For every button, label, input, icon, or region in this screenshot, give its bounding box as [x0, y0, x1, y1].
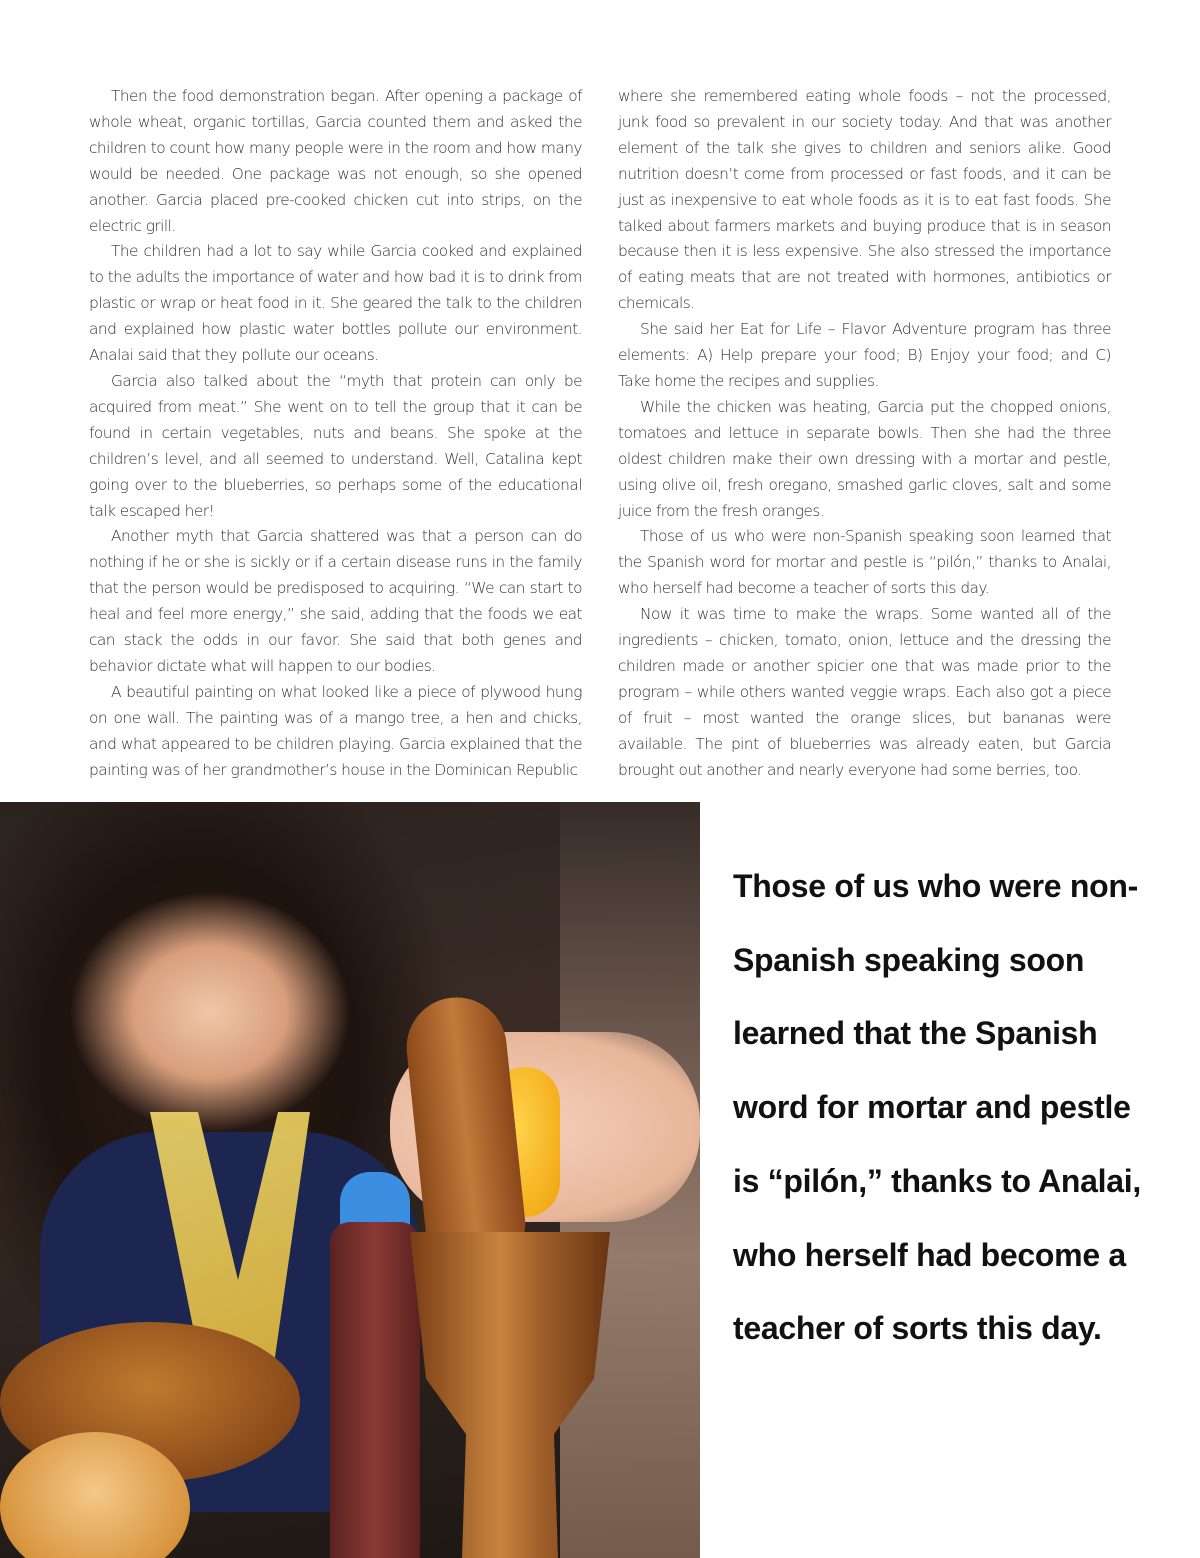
paragraph: Then the food demonstration began. After opening a package of whole wheat, organic tortillas, Garcia counted them and asked the children to count how many people were in the room and how many would be needed. One package was not enough, so she opened another. Garcia placed pre-cooked chicken cut into strips, on the electric grill. [89, 87, 582, 235]
paragraph: While the chicken was heating, Garcia put the chopped onions, tomatoes and lettuce in separate bowls. Then she had the three oldest children make their own dressing with a mortar and pestle, using olive oil, fresh oregano, smashed garlic cloves, salt and some juice from the fresh oranges. [618, 397, 1111, 520]
paragraph-continued: where she remembered eating whole foods – not the processed, junk food so prevalent in our society today. And that was another element of the talk she gives to children and seniors alike. Good nutrition doesn’t come from processed or fast foods, and it can be just as inexpensive to eat whole foods as it is to eat fast foods. She talked about farmers markets and buying produce that is in season because then it is less expensive. She also stressed the importance of eating meats that are not treated with hormones, antibiotics or chemicals. [618, 87, 1111, 313]
article-column-right [618, 84, 1111, 783]
paragraph: The children had a lot to say while Garcia cooked and explained to the adults the importance of water and how bad it is to drink from plastic or wrap or heat food in it. She geared the talk to the children and explained how plastic water bottles pollute our environment. Analai said that they pollute our oceans. [89, 242, 583, 365]
paragraph: Those of us who were non-Spanish speaking soon learned that the Spanish word for mortar and pestle is “pilón,” thanks to Analai, who herself had become a teacher of sorts this day. [618, 527, 1111, 598]
paragraph: Garcia also talked about the “myth that protein can only be acquired from meat.” She went on to tell the group that it can be found in certain vegetables, nuts and beans. She spoke at the children’s level, and all seemed to understand. Well, Catalina kept going over to the blueberries, so perhaps some of the educational talk escaped her! [89, 371, 582, 520]
pull-quote: Those of us who were non-Spanish speaking soon learned that the Spanish word for mortar and pestle is “pilón,” thanks to Analai, who herself had become a teacher of sorts this day. [733, 868, 1141, 1347]
paragraph: Now it was time to make the wraps. Some wanted all of the ingredients – chicken, tomato, onion, lettuce and the dressing the children made or another spicier one that was made prior to the program – while others wanted veggie wraps. Each also got a piece of fruit – most wanted the orange slices, but bananas were available. The pint of blueberries was already eaten, but Garcia brought out another and nearly everyone had some berries, too. [618, 605, 1111, 779]
photo-sauce-bottle [330, 1222, 420, 1558]
article-columns [89, 84, 1111, 783]
article-column-left [89, 84, 582, 783]
paragraph: A beautiful painting on what looked like a piece of plywood hung on one wall. The painting was of a mango tree, a hen and chicks, and what appeared to be children playing. Garcia explained that the painting was of her grandmother’s house in the Dominican Republic [89, 682, 582, 779]
mortar-and-pestle-photo [0, 802, 700, 1558]
paragraph: Another myth that Garcia shattered was that a person can do nothing if he or she is sickly or if a certain disease runs in the family that the person would be predisposed to acquiring. “We can start to heal and feel more energy,” she said, adding that the foods we eat can stack the odds in our favor. She said that both genes and behavior dictate what will happen to our bodies. [89, 527, 582, 675]
paragraph: She said her Eat for Life – Flavor Adventure program has three elements: A) Help prepare your food; B) Enjoy your food; and C) Take home the recipes and supplies. [618, 320, 1111, 390]
